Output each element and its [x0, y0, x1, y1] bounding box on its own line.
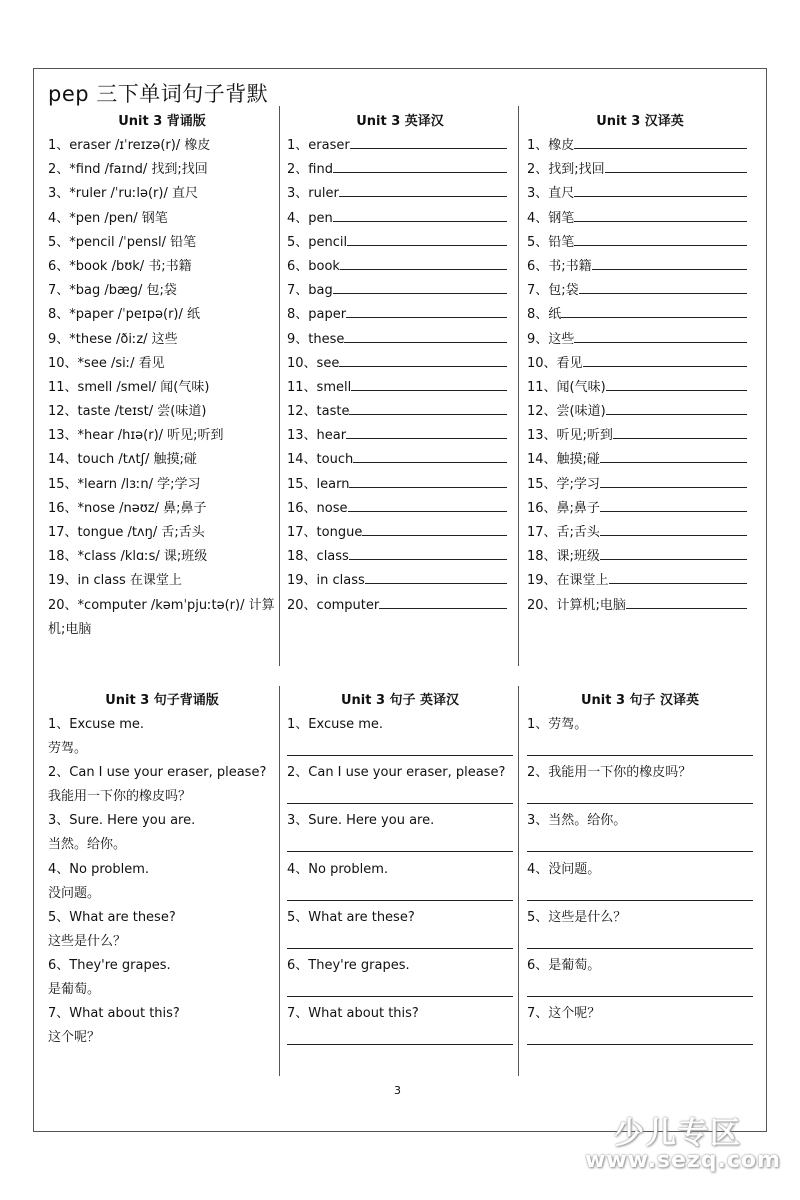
- sentence-english: 6、They're grapes.: [48, 957, 171, 973]
- vocab-zh2en-word: 2、找到;找回: [527, 162, 605, 178]
- answer-blank[interactable]: [561, 303, 747, 318]
- vocab-zh2en-item: [527, 352, 753, 376]
- answer-blank[interactable]: [362, 521, 507, 536]
- sentence-recite-item: [48, 906, 276, 954]
- vocab-en2zh-word: 2、find: [287, 162, 333, 178]
- vocab-zh2en-word: 18、课;班级: [527, 549, 600, 565]
- vocab-en2zh-item: [287, 352, 513, 376]
- vocab-zh2en-word: 4、钢笔: [527, 210, 575, 226]
- answer-blank[interactable]: [349, 400, 507, 415]
- answer-blank[interactable]: [613, 424, 747, 439]
- sentence-recite-item: [48, 761, 276, 809]
- sentence-chinese: 2、我能用一下你的橡皮吗？: [527, 765, 692, 781]
- answer-blank[interactable]: [353, 448, 507, 463]
- sentence-en2zh-header: Unit 3 句子 英译汉: [340, 693, 460, 708]
- sentence-recite-column: [48, 689, 276, 1050]
- vocab-en2zh-word: 8、paper: [287, 307, 347, 323]
- vocab-recite-item: 14、touch /tʌtʃ/ 触摸;碰: [48, 452, 197, 468]
- vocab-en2zh-column: [287, 110, 513, 618]
- vocab-zh2en-item: [527, 424, 753, 448]
- vocab-zh2en-item: [527, 497, 753, 521]
- vocab-en2zh-item: [287, 182, 513, 206]
- vocab-recite-item: 12、taste /teɪst/ 尝(味道): [48, 404, 207, 420]
- page-number: 3: [394, 1084, 401, 1097]
- vocab-en2zh-item: [287, 424, 513, 448]
- sentence-zh2en-item: [527, 858, 753, 906]
- column-divider: [518, 106, 519, 666]
- sentence-chinese: 当然。给你。: [48, 837, 127, 853]
- answer-line[interactable]: [287, 789, 513, 804]
- sentence-english: 4、No problem.: [48, 861, 150, 877]
- vocab-recite-item: 16、*nose /nəʊz/ 鼻;鼻子: [48, 500, 207, 516]
- vocab-recite-item: 17、tongue /tʌŋ/ 舌;舌头: [48, 525, 205, 540]
- sentence-zh2en-item: [527, 954, 753, 1002]
- answer-blank[interactable]: [609, 569, 747, 584]
- sentence-zh2en-header: Unit 3 句子 汉译英: [580, 693, 700, 708]
- answer-blank[interactable]: [600, 448, 747, 463]
- vocab-en2zh-header: Unit 3 英译汉: [356, 114, 444, 129]
- vocab-recite-item: 15、*learn /lɜːn/ 学;学习: [48, 476, 201, 492]
- vocab-en2zh-item: [287, 545, 513, 569]
- sentence-chinese: 1、劳驾。: [527, 717, 588, 732]
- sentence-english: 1、Excuse me.: [48, 717, 145, 732]
- vocab-en2zh-item: [287, 134, 513, 158]
- answer-blank[interactable]: [600, 473, 747, 488]
- vocab-recite-item: 19、in class 在课堂上: [48, 573, 182, 589]
- sentence-english: 4、No problem.: [287, 861, 389, 877]
- vocab-en2zh-word: 17、tongue: [287, 525, 363, 540]
- vocab-zh2en-word: 8、纸: [527, 307, 562, 323]
- vocab-zh2en-word: 11、闻(气味): [527, 379, 606, 395]
- vocab-recite-item: 2、*find /faɪnd/ 找到;找回: [48, 162, 208, 178]
- answer-blank[interactable]: [626, 594, 747, 609]
- vocab-en2zh-item: [287, 569, 513, 593]
- answer-blank[interactable]: [348, 497, 507, 512]
- sentence-recite-header: Unit 3 句子背诵版: [105, 693, 219, 708]
- vocab-zh2en-item: [527, 376, 753, 400]
- vocab-en2zh-item: [287, 231, 513, 255]
- vocab-en2zh-word: 7、bag: [287, 283, 333, 299]
- answer-blank[interactable]: [606, 400, 747, 415]
- vocab-en2zh-item: [287, 594, 513, 618]
- answer-blank[interactable]: [579, 279, 747, 294]
- vocab-en2zh-word: 16、nose: [287, 500, 348, 516]
- vocab-recite-header: Unit 3 背诵版: [118, 114, 206, 129]
- vocab-zh2en-word: 19、在课堂上: [527, 573, 609, 589]
- sentence-recite-item: [48, 809, 276, 857]
- vocab-zh2en-item: [527, 448, 753, 472]
- sentence-recite-item: [48, 1002, 276, 1050]
- answer-blank[interactable]: [333, 158, 507, 173]
- sentence-zh2en-item: [527, 906, 753, 954]
- vocab-en2zh-item: [287, 158, 513, 182]
- vocab-zh2en-item: [527, 255, 753, 279]
- vocab-en2zh-item: [287, 497, 513, 521]
- answer-blank[interactable]: [340, 255, 507, 270]
- watermark-brand: 少儿专区: [614, 1116, 742, 1151]
- vocab-zh2en-word: 17、舌;舌头: [527, 525, 600, 540]
- answer-blank[interactable]: [574, 328, 747, 343]
- vocab-zh2en-item: [527, 521, 753, 545]
- vocab-recite-column: [48, 110, 276, 642]
- vocab-en2zh-word: 3、ruler: [287, 186, 339, 202]
- answer-line[interactable]: [527, 789, 753, 804]
- vocab-en2zh-word: 5、pencil: [287, 234, 348, 250]
- vocab-zh2en-word: 16、鼻;鼻子: [527, 500, 600, 516]
- sentence-english: 2、Can I use your eraser, please?: [48, 765, 267, 781]
- vocab-en2zh-word: 6、book: [287, 258, 340, 274]
- answer-blank[interactable]: [339, 182, 507, 197]
- answer-blank[interactable]: [333, 207, 507, 222]
- sentence-en2zh-item: [287, 761, 513, 809]
- sentence-english: 3、Sure. Here you are.: [48, 813, 196, 829]
- answer-line[interactable]: [287, 837, 513, 852]
- answer-blank[interactable]: [344, 328, 507, 343]
- answer-line[interactable]: [527, 837, 753, 852]
- sentence-chinese: 6、是葡萄。: [527, 957, 601, 973]
- vocab-zh2en-item: [527, 134, 753, 158]
- vocab-recite-item: 6、*book /bʊk/ 书;书籍: [48, 258, 192, 274]
- column-divider: [518, 686, 519, 1076]
- vocab-en2zh-word: 18、class: [287, 549, 349, 565]
- sentence-chinese: 我能用一下你的橡皮吗？: [48, 789, 192, 805]
- answer-blank[interactable]: [346, 303, 507, 318]
- vocab-recite-item: 9、*these /ðiːz/ 这些: [48, 331, 178, 347]
- sentence-recite-item: [48, 713, 276, 761]
- sentence-en2zh-item: [287, 858, 513, 906]
- answer-blank[interactable]: [600, 521, 747, 536]
- vocab-zh2en-word: 15、学;学习: [527, 476, 600, 492]
- answer-line[interactable]: [527, 741, 753, 756]
- answer-blank[interactable]: [339, 352, 507, 367]
- vocab-en2zh-item: [287, 255, 513, 279]
- sentence-english: 2、Can I use your eraser, please?: [287, 765, 506, 781]
- sentence-chinese: 4、没问题。: [527, 861, 601, 877]
- vocab-en2zh-item: [287, 448, 513, 472]
- answer-line[interactable]: [527, 1030, 753, 1045]
- answer-blank[interactable]: [349, 473, 507, 488]
- answer-blank[interactable]: [379, 594, 507, 609]
- sentence-en2zh-item: [287, 809, 513, 857]
- sentence-zh2en-item: [527, 1002, 753, 1050]
- sentence-english: 5、What are these?: [48, 909, 176, 925]
- vocab-zh2en-word: 5、铅笔: [527, 234, 575, 250]
- answer-blank[interactable]: [351, 376, 507, 391]
- sentence-english: 7、What about this?: [48, 1006, 180, 1022]
- vocab-en2zh-item: [287, 303, 513, 327]
- vocab-en2zh-word: 19、in class: [287, 573, 365, 589]
- vocab-zh2en-item: [527, 473, 753, 497]
- answer-line[interactable]: [287, 1030, 513, 1045]
- vocab-recite-item: 机;电脑: [48, 621, 92, 637]
- vocab-zh2en-word: 12、尝(味道): [527, 404, 606, 420]
- answer-blank[interactable]: [574, 134, 747, 149]
- column-divider: [279, 106, 280, 666]
- vocab-en2zh-word: 12、taste: [287, 404, 350, 420]
- vocab-recite-item: 11、smell /smel/ 闻(气味): [48, 379, 210, 395]
- vocab-zh2en-item: [527, 328, 753, 352]
- vocab-en2zh-word: 10、see: [287, 355, 340, 371]
- watermark-url: www.sezq.com: [585, 1148, 781, 1173]
- vocab-zh2en-header: Unit 3 汉译英: [596, 114, 684, 129]
- answer-line[interactable]: [287, 982, 513, 997]
- vocab-recite-item: 7、*bag /bæg/ 包;袋: [48, 283, 177, 299]
- vocab-zh2en-item: [527, 400, 753, 424]
- vocab-en2zh-word: 15、learn: [287, 476, 350, 492]
- answer-blank[interactable]: [583, 352, 747, 367]
- vocab-en2zh-item: [287, 207, 513, 231]
- vocab-en2zh-item: [287, 376, 513, 400]
- answer-line[interactable]: [287, 934, 513, 949]
- sentence-recite-item: [48, 858, 276, 906]
- vocab-zh2en-item: [527, 158, 753, 182]
- vocab-zh2en-word: 7、包;袋: [527, 283, 579, 299]
- sentence-zh2en-column: [527, 689, 753, 1050]
- vocab-zh2en-item: [527, 303, 753, 327]
- vocab-zh2en-item: [527, 182, 753, 206]
- sentence-zh2en-item: [527, 809, 753, 857]
- answer-line[interactable]: [527, 934, 753, 949]
- vocab-recite-item: 8、*paper /ˈpeɪpə(r)/ 纸: [48, 307, 201, 323]
- vocab-en2zh-word: 14、touch: [287, 452, 354, 468]
- sentence-english: 7、What about this?: [287, 1006, 419, 1022]
- sentence-en2zh-item: [287, 906, 513, 954]
- answer-line[interactable]: [527, 886, 753, 901]
- vocab-en2zh-item: [287, 400, 513, 424]
- vocab-zh2en-item: [527, 279, 753, 303]
- sentence-chinese: 是葡萄。: [48, 981, 101, 997]
- sentence-chinese: 这些是什么？: [48, 933, 127, 949]
- sentence-english: 6、They're grapes.: [287, 957, 410, 973]
- sentence-chinese: 7、这个呢？: [527, 1006, 601, 1022]
- sentence-en2zh-column: [287, 689, 513, 1050]
- vocab-en2zh-item: [287, 521, 513, 545]
- sentence-recite-item: [48, 954, 276, 1002]
- vocab-zh2en-word: 3、直尺: [527, 186, 575, 202]
- page-title: pep 三下单词句子背默: [48, 82, 269, 106]
- vocab-zh2en-word: 20、计算机;电脑: [527, 597, 626, 613]
- sentence-chinese: 5、这些是什么？: [527, 909, 627, 925]
- sentence-chinese: 这个呢？: [48, 1030, 101, 1046]
- vocab-recite-item: 1、eraser /ɪˈreɪzə(r)/ 橡皮: [48, 138, 211, 153]
- vocab-en2zh-item: [287, 473, 513, 497]
- answer-blank[interactable]: [347, 231, 507, 246]
- vocab-recite-item: 18、*class /klɑːs/ 课;班级: [48, 549, 208, 565]
- sentence-chinese: 没问题。: [48, 885, 101, 901]
- sentence-english: 1、Excuse me.: [287, 717, 384, 732]
- sentence-en2zh-item: [287, 1002, 513, 1050]
- vocab-zh2en-item: [527, 569, 753, 593]
- answer-blank[interactable]: [574, 231, 747, 246]
- answer-blank[interactable]: [606, 376, 747, 391]
- vocab-en2zh-word: 20、computer: [287, 597, 380, 613]
- sentence-english: 5、What are these?: [287, 909, 415, 925]
- vocab-zh2en-word: 14、触摸;碰: [527, 452, 600, 468]
- vocab-en2zh-word: 13、hear: [287, 428, 347, 444]
- answer-blank[interactable]: [350, 134, 507, 149]
- vocab-recite-item: 13、*hear /hɪə(r)/ 听见;听到: [48, 428, 224, 444]
- vocab-recite-item: 5、*pencil /ˈpensl/ 铅笔: [48, 234, 197, 250]
- column-divider: [279, 686, 280, 1076]
- vocab-zh2en-word: 6、书;书籍: [527, 258, 592, 274]
- answer-blank[interactable]: [346, 424, 507, 439]
- sentence-zh2en-item: [527, 761, 753, 809]
- answer-line[interactable]: [527, 982, 753, 997]
- vocab-en2zh-item: [287, 279, 513, 303]
- answer-blank[interactable]: [365, 569, 507, 584]
- answer-line[interactable]: [287, 886, 513, 901]
- answer-blank[interactable]: [333, 279, 507, 294]
- vocab-zh2en-item: [527, 545, 753, 569]
- answer-line[interactable]: [287, 741, 513, 756]
- sentence-english: 3、Sure. Here you are.: [287, 813, 435, 829]
- sentence-chinese: 3、当然。给你。: [527, 813, 627, 829]
- sentence-en2zh-item: [287, 954, 513, 1002]
- vocab-zh2en-word: 9、这些: [527, 331, 575, 347]
- vocab-recite-item: 10、*see /siː/ 看见: [48, 355, 165, 371]
- vocab-en2zh-word: 11、smell: [287, 379, 352, 395]
- vocab-en2zh-item: [287, 328, 513, 352]
- vocab-en2zh-word: 9、these: [287, 331, 345, 347]
- vocab-recite-item: 4、*pen /pen/ 钢笔: [48, 210, 168, 226]
- answer-blank[interactable]: [574, 207, 747, 222]
- vocab-zh2en-item: [527, 594, 753, 618]
- answer-blank[interactable]: [574, 182, 747, 197]
- sentence-zh2en-item: [527, 713, 753, 761]
- answer-blank[interactable]: [605, 158, 747, 173]
- sentence-en2zh-item: [287, 713, 513, 761]
- vocab-zh2en-word: 1、橡皮: [527, 138, 575, 153]
- vocab-zh2en-word: 13、听见;听到: [527, 428, 613, 444]
- vocab-recite-item: 3、*ruler /ˈruːlə(r)/ 直尺: [48, 186, 198, 202]
- sentence-chinese: 劳驾。: [48, 741, 88, 756]
- vocab-en2zh-word: 1、eraser: [287, 138, 350, 153]
- vocab-zh2en-word: 10、看见: [527, 355, 583, 371]
- answer-blank[interactable]: [600, 497, 747, 512]
- vocab-recite-item: 20、*computer /kəmˈpjuːtə(r)/ 计算: [48, 597, 275, 613]
- answer-blank[interactable]: [600, 545, 747, 560]
- vocab-zh2en-column: [527, 110, 753, 618]
- vocab-zh2en-item: [527, 207, 753, 231]
- vocab-en2zh-word: 4、pen: [287, 210, 333, 226]
- answer-blank[interactable]: [349, 545, 507, 560]
- vocab-zh2en-item: [527, 231, 753, 255]
- answer-blank[interactable]: [592, 255, 747, 270]
